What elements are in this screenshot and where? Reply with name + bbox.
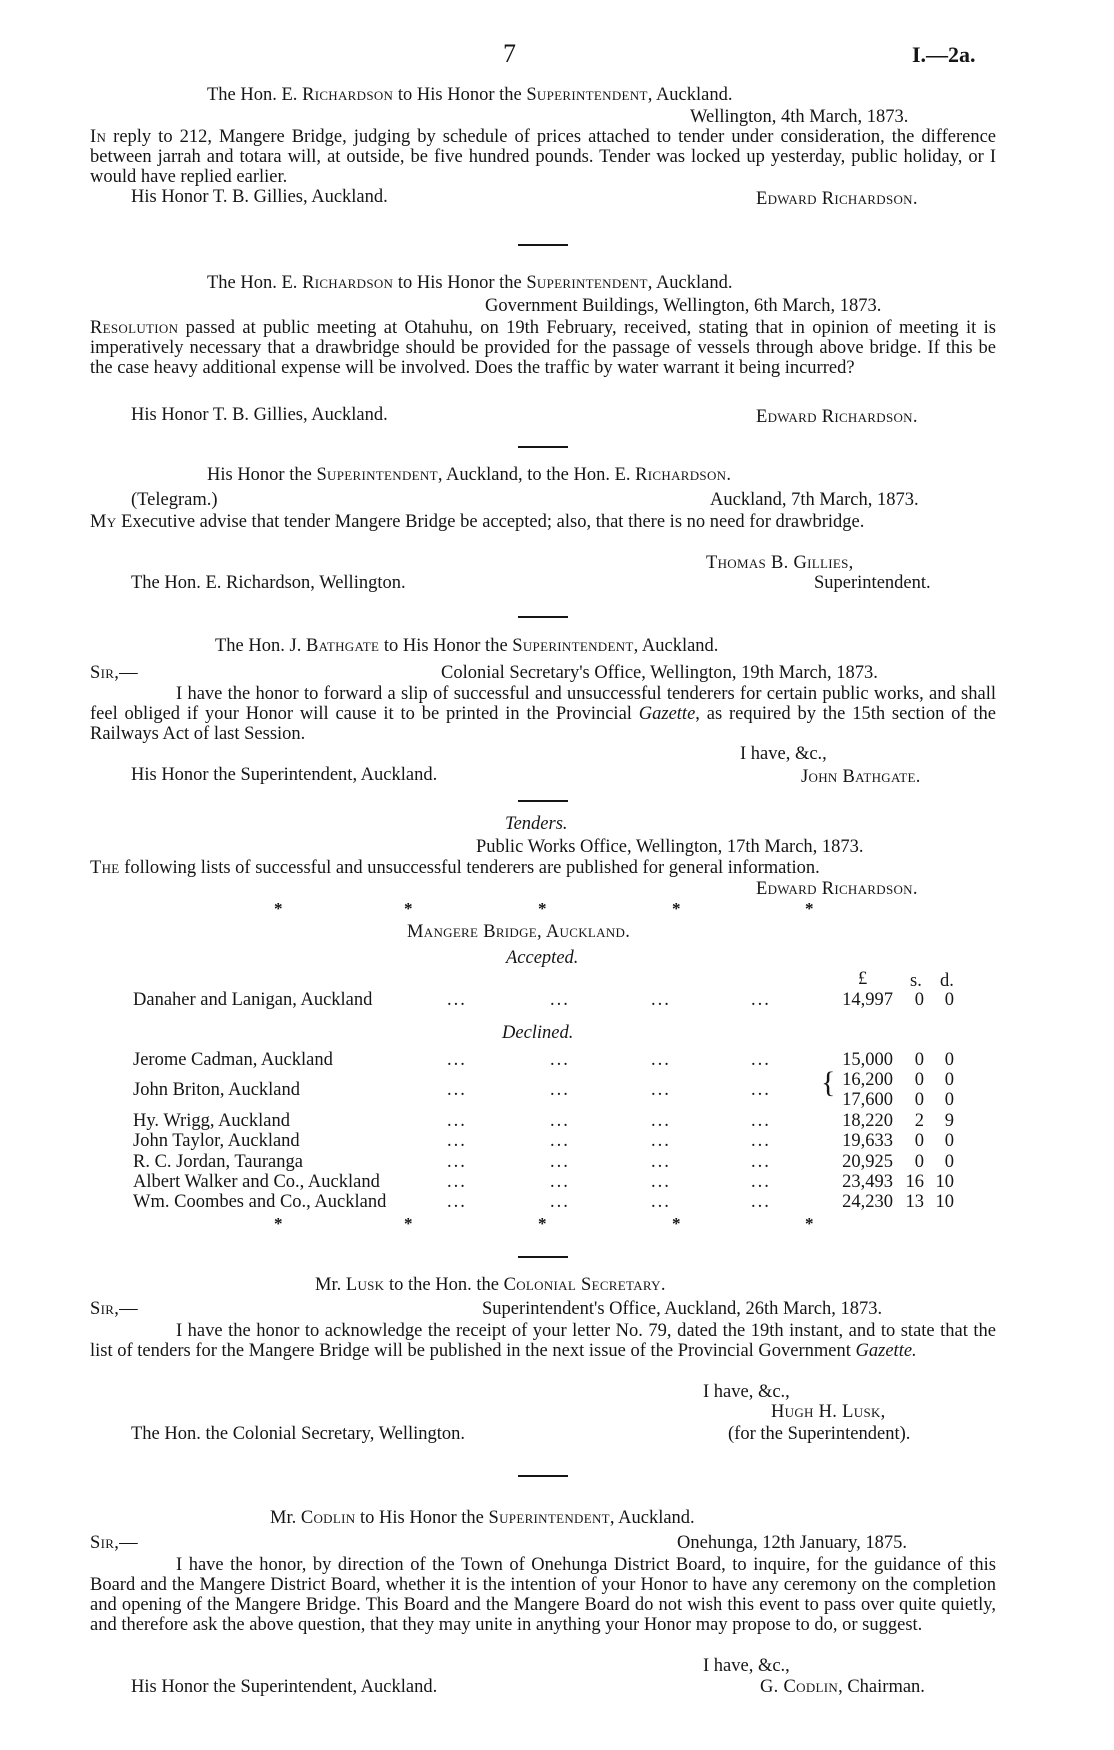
letter-body: Resolution passed at public meeting at Otahuhu, on 19th February, received, stating that in opinion of meeting it is imperatively necessary that a drawbridge should be provided for the passage of vessels through above bridge. If this be the case heavy additional expense will be involved. Does the traffic by water warrant it being incurred?	[90, 318, 996, 378]
leader-dots: ...	[751, 1080, 771, 1100]
leader-dots: ...	[447, 1172, 467, 1192]
letter-heading: His Honor the Superintendent, Auckland, to the Hon. E. Richardson.	[207, 465, 731, 485]
leader-dots: ...	[550, 1131, 570, 1151]
asterisk: *	[538, 1214, 547, 1233]
telegram-label: (Telegram.)	[131, 490, 218, 510]
amount-pounds: 24,230	[842, 1192, 893, 1212]
amount-pence: 10	[935, 1192, 954, 1212]
asterisk: *	[404, 1214, 413, 1233]
leader-dots: ...	[447, 990, 467, 1010]
letter-body: I have the honor to acknowledge the receipt of your letter No. 79, dated the 19th instant, and to state that the list of tenders for the Mangere Bridge will be published in the next issue of the Provincial Government Gazette.	[90, 1321, 996, 1361]
signature: Thomas B. Gillies,	[706, 553, 854, 573]
amount-pounds: 18,220	[842, 1111, 893, 1131]
leader-dots: ...	[751, 1192, 771, 1212]
letter-body: I have the honor, by direction of the Town of Onehunga District Board, to inquire, for the guidance of this Board and the Mangere District Board, whether it is the intention of your Honor to have any ceremony on the completion and opening of the Mangere Bridge. This Board and the Mangere Board do not wish this event to pass over quite quietly, and therefore ask the above question, that they may unite in anything your Honor may propose to do, or suggest.	[90, 1555, 996, 1635]
closing: I have, &c.,	[740, 744, 827, 764]
asterisk: *	[538, 899, 547, 918]
tenderer-name: Wm. Coombes and Co., Auckland	[133, 1192, 387, 1212]
tenderer-name: John Taylor, Auckland	[133, 1131, 300, 1151]
amount-shillings: 0	[914, 1131, 924, 1151]
tenderer-name: Danaher and Lanigan, Auckland	[133, 990, 373, 1010]
letter-body: In reply to 212, Mangere Bridge, judging by schedule of prices attached to tender under consideration, the difference between jarrah and totara will, at outside, be five hundred pounds. Tender was locked up yesterday, public holiday, or I would have replied earlier.	[90, 127, 996, 187]
document-reference: I.—2a.	[912, 42, 976, 67]
section-divider	[518, 244, 568, 246]
signature-title: Superintendent.	[814, 573, 931, 593]
amount-shillings: 13	[905, 1192, 924, 1212]
amount-pounds: 14,997	[842, 990, 893, 1010]
place-date: Wellington, 4th March, 1873.	[690, 107, 909, 127]
tenderer-name: R. C. Jordan, Tauranga	[133, 1152, 303, 1172]
leader-dots: ...	[550, 1080, 570, 1100]
section-divider	[518, 616, 568, 618]
amount-pence: 0	[944, 1090, 954, 1110]
amount-pence: 0	[944, 990, 954, 1010]
amount-pounds: 17,600	[842, 1090, 893, 1110]
leader-dots: ...	[651, 1172, 671, 1192]
amount-pounds: 16,200	[842, 1070, 893, 1090]
letter-heading: The Hon. J. Bathgate to His Honor the Superintendent, Auckland.	[215, 636, 719, 656]
leader-dots: ...	[550, 990, 570, 1010]
signature: Hugh H. Lusk,	[771, 1402, 886, 1422]
leader-dots: ...	[751, 1172, 771, 1192]
declined-label: Declined.	[502, 1023, 574, 1043]
leader-dots: ...	[447, 1192, 467, 1212]
leader-dots: ...	[751, 1050, 771, 1070]
leader-dots: ...	[651, 1192, 671, 1212]
signature: Edward Richardson.	[756, 407, 918, 427]
leader-dots: ...	[751, 990, 771, 1010]
leader-dots: ...	[550, 1152, 570, 1172]
letter-body: My Executive advise that tender Mangere Bridge be accepted; also, that there is no need for drawbridge.	[90, 512, 865, 532]
salutation: Sir,—	[90, 1299, 138, 1319]
leader-dots: ...	[550, 1111, 570, 1131]
signature: Edward Richardson.	[756, 189, 918, 209]
addressee: The Hon. E. Richardson, Wellington.	[131, 573, 406, 593]
section-divider	[518, 1475, 568, 1477]
tenders-intro: The following lists of successful and unsuccessful tenderers are published for general information.	[90, 858, 820, 878]
leader-dots: ...	[651, 1111, 671, 1131]
letter-heading: Mr. Lusk to the Hon. the Colonial Secretary.	[315, 1275, 666, 1295]
amount-shillings: 0	[914, 1152, 924, 1172]
signature: John Bathgate.	[801, 767, 921, 787]
leader-dots: ...	[651, 1152, 671, 1172]
amount-pence: 0	[944, 1131, 954, 1151]
place-date: Public Works Office, Wellington, 17th March, 1873.	[476, 837, 864, 857]
leader-dots: ...	[651, 1131, 671, 1151]
amount-pounds: 20,925	[842, 1152, 893, 1172]
section-divider	[518, 446, 568, 448]
leader-dots: ...	[751, 1152, 771, 1172]
place-date: Auckland, 7th March, 1873.	[710, 490, 919, 510]
asterisk: *	[274, 899, 283, 918]
amount-shillings: 2	[914, 1111, 924, 1131]
asterisk: *	[672, 899, 681, 918]
salutation: Sir,—	[90, 1533, 138, 1553]
closing: I have, &c.,	[703, 1382, 790, 1402]
letter-heading: Mr. Codlin to His Honor the Superintendent, Auckland.	[270, 1508, 695, 1528]
closing: I have, &c.,	[703, 1656, 790, 1676]
amount-shillings: 0	[914, 1090, 924, 1110]
signature-note: (for the Superintendent).	[728, 1424, 911, 1444]
amount-shillings: 0	[914, 990, 924, 1010]
asterisk: *	[805, 899, 814, 918]
addressee: His Honor T. B. Gillies, Auckland.	[131, 405, 388, 425]
amount-pounds: 23,493	[842, 1172, 893, 1192]
salutation: Sir,—	[90, 663, 138, 683]
tenderer-name: John Briton, Auckland	[133, 1080, 301, 1100]
page-number: 7	[503, 39, 516, 68]
amount-pounds: 19,633	[842, 1131, 893, 1151]
brace: {	[821, 1066, 836, 1099]
signature: G. Codlin, Chairman.	[760, 1677, 925, 1697]
tenderer-name: Hy. Wrigg, Auckland	[133, 1111, 290, 1131]
shillings-header: s.	[910, 971, 922, 991]
addressee: His Honor the Superintendent, Auckland.	[131, 765, 438, 785]
leader-dots: ...	[651, 1050, 671, 1070]
pence-header: d.	[940, 971, 954, 991]
letter-heading: The Hon. E. Richardson to His Honor the Superintendent, Auckland.	[207, 273, 733, 293]
asterisk: *	[404, 899, 413, 918]
amount-pounds: 15,000	[842, 1050, 893, 1070]
letter-body: I have the honor to forward a slip of successful and unsuccessful tenderers for certain public works, and shall feel obliged if your Honor will cause it to be printed in the Provincial Gazette, as required by the 15th section of the Railways Act of last Session.	[90, 684, 997, 744]
leader-dots: ...	[447, 1050, 467, 1070]
leader-dots: ...	[550, 1172, 570, 1192]
asterisk: *	[805, 1214, 814, 1233]
place-date: Superintendent's Office, Auckland, 26th March, 1873.	[482, 1299, 883, 1319]
leader-dots: ...	[651, 1080, 671, 1100]
tenderer-name: Jerome Cadman, Auckland	[133, 1050, 333, 1070]
leader-dots: ...	[651, 990, 671, 1010]
addressee: The Hon. the Colonial Secretary, Wellington.	[131, 1424, 466, 1444]
leader-dots: ...	[550, 1192, 570, 1212]
asterisk: *	[672, 1214, 681, 1233]
amount-pence: 10	[935, 1172, 954, 1192]
pounds-header: £	[858, 969, 868, 989]
letter-heading: The Hon. E. Richardson to His Honor the Superintendent, Auckland.	[207, 85, 733, 105]
section-title: Mangere Bridge, Auckland.	[407, 922, 631, 942]
amount-pence: 0	[944, 1050, 954, 1070]
section-divider	[518, 1256, 568, 1258]
place-date: Government Buildings, Wellington, 6th March, 1873.	[485, 296, 882, 316]
signature: Edward Richardson.	[756, 879, 918, 899]
place-date: Onehunga, 12th January, 1875.	[677, 1533, 908, 1553]
leader-dots: ...	[550, 1050, 570, 1070]
leader-dots: ...	[751, 1111, 771, 1131]
amount-pence: 0	[944, 1070, 954, 1090]
accepted-label: Accepted.	[506, 948, 579, 968]
place-date: Colonial Secretary's Office, Wellington, 19th March, 1873.	[441, 663, 878, 683]
leader-dots: ...	[447, 1080, 467, 1100]
amount-shillings: 0	[914, 1050, 924, 1070]
tenderer-name: Albert Walker and Co., Auckland	[133, 1172, 380, 1192]
tenders-heading: Tenders.	[505, 814, 568, 834]
amount-pence: 0	[944, 1152, 954, 1172]
amount-shillings: 16	[905, 1172, 924, 1192]
leader-dots: ...	[447, 1131, 467, 1151]
leader-dots: ...	[751, 1131, 771, 1151]
leader-dots: ...	[447, 1152, 467, 1172]
addressee: His Honor the Superintendent, Auckland.	[131, 1677, 438, 1697]
leader-dots: ...	[447, 1111, 467, 1131]
section-divider	[518, 800, 568, 802]
addressee: His Honor T. B. Gillies, Auckland.	[131, 187, 388, 207]
amount-shillings: 0	[914, 1070, 924, 1090]
asterisk: *	[274, 1214, 283, 1233]
amount-pence: 9	[944, 1111, 954, 1131]
